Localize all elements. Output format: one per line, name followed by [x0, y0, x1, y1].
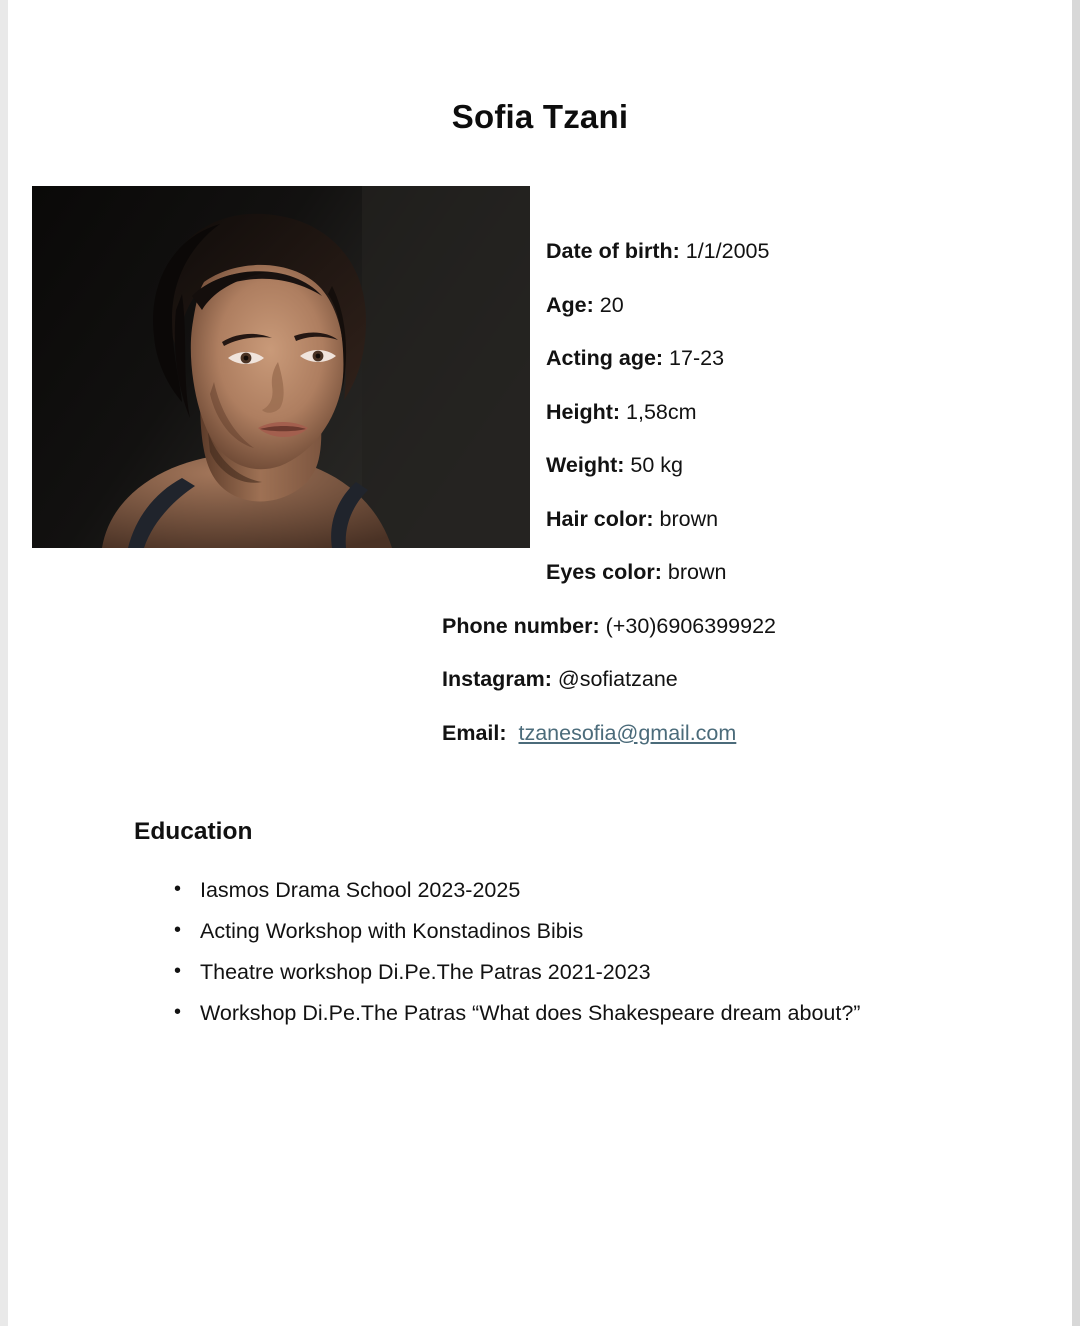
page-left-margin — [0, 0, 8, 1326]
fact-label: Age: — [546, 292, 594, 317]
list-item: • Theatre workshop Di.Pe.The Patras 2021-2023 — [170, 952, 990, 993]
fact-row-height — [438, 386, 1048, 440]
fact-row-acting-age — [438, 332, 1048, 386]
document-page — [8, 0, 1072, 1326]
fact-label: Acting age: — [546, 346, 664, 370]
page-right-margin — [1072, 0, 1080, 1326]
fact-row-date-of-birth — [438, 225, 1048, 279]
fact-label: Weight: — [546, 453, 625, 477]
fact-row-age — [438, 279, 1048, 333]
fact-value: 50 kg — [624, 453, 683, 477]
fact-label: Height: — [546, 399, 621, 424]
fact-label: Hair color: — [546, 506, 654, 531]
fact-label: Email: — [442, 720, 507, 745]
fact-label: Instagram: — [442, 667, 552, 691]
fact-value: brown — [653, 506, 719, 531]
fact-row-hair-color — [438, 493, 1048, 547]
education-heading: Education — [134, 818, 253, 845]
list-item: • Acting Workshop with Konstadinos Bibis — [170, 911, 990, 952]
fact-value: 1/1/2005 — [679, 239, 770, 263]
page-title: Sofia Tzani — [451, 98, 629, 135]
fact-label: Eyes color: — [546, 560, 662, 584]
list-item: • Iasmos Drama School 2023-2025 — [170, 870, 990, 911]
fact-row-weight — [438, 439, 1048, 493]
fact-value: 20 — [593, 292, 624, 317]
education-list — [134, 870, 990, 1034]
fact-label: Date of birth: — [546, 239, 680, 263]
fact-value: 17-23 — [663, 346, 725, 370]
fact-value: brown — [661, 560, 727, 584]
list-item: • Workshop Di.Pe.The Patras “What does Shakespeare dream about?” — [170, 993, 990, 1034]
fact-row-instagram — [438, 653, 1048, 707]
email-link[interactable]: tzanesofia@gmail.com — [518, 720, 737, 745]
fact-value: (+30)6906399922 — [599, 613, 777, 638]
fact-row-eyes-color — [438, 546, 1048, 600]
fact-row-phone-number — [438, 600, 1048, 654]
fact-value: @sofiatzane — [551, 667, 678, 691]
fact-row-email — [438, 707, 1048, 761]
personal-details-block — [438, 225, 1048, 760]
fact-label: Phone number: — [442, 613, 600, 638]
fact-value: 1,58cm — [620, 399, 697, 424]
